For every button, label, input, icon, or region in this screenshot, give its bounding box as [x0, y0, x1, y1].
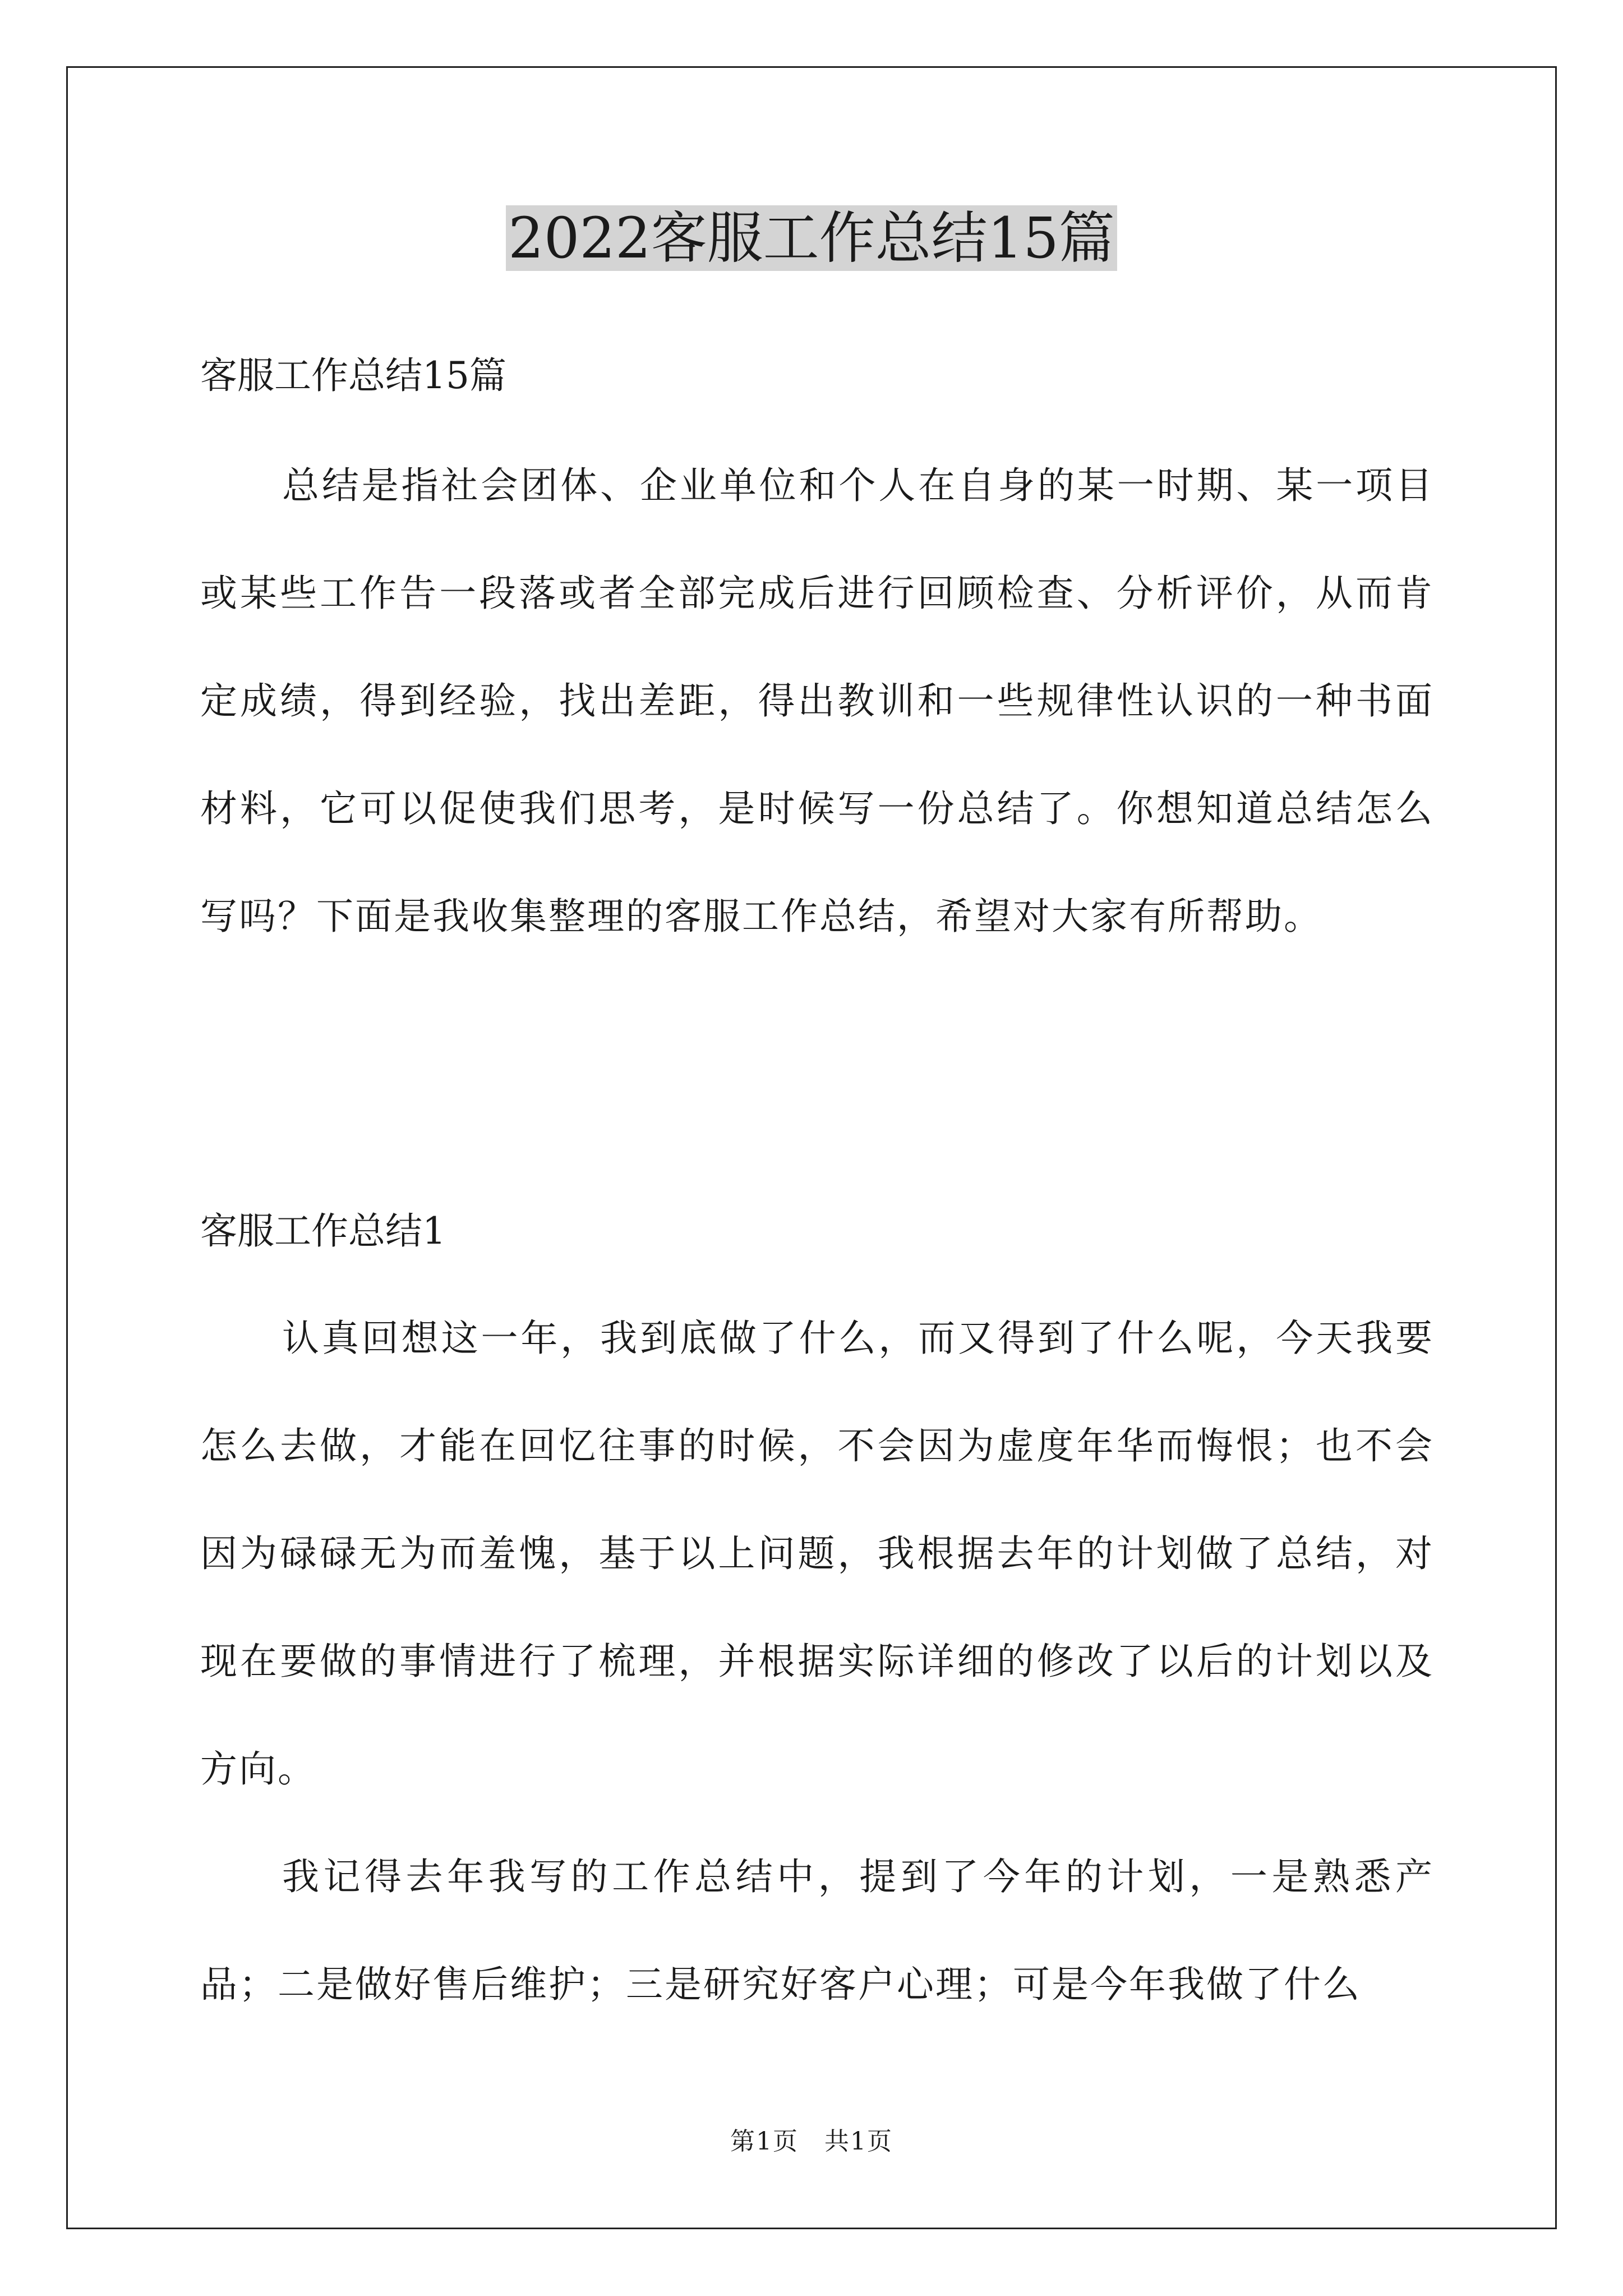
section-paragraph: 我记得去年我写的工作总结中，提到了今年的计划，一是熟悉产品；二是做好售后维护；三是研究好客户心理；可是今年我做了什么: [200, 1855, 1434, 2006]
intro-paragraph: 总结是指社会团体、企业单位和个人在自身的某一时期、某一项目或某些工作告一段落或者全部完成后进行回顾检查、分析评价，从而肯定成绩，得到经验，找出差距，得出教训和一些规律性认识的一种书面材料，它可以促使我们思考，是时候写一份总结了。你想知道总结怎么写吗？下面是我收集整理的客服工作总结，希望对大家有所帮助。: [200, 464, 1434, 938]
section-heading: 客服工作总结1: [200, 1209, 446, 1253]
document-subtitle: 客服工作总结15篇: [200, 354, 506, 397]
page-number: 第1页 共1页: [730, 2127, 893, 2156]
section-paragraph: 认真回想这一年，我到底做了什么，而又得到了什么呢，今天我要怎么去做，才能在回忆往事的时候，不会因为虚度年华而悔恨；也不会因为碌碌无为而羞愧，基于以上问题，我根据去年的计划做了总结，对现在要做的事情进行了梳理，并根据实际详细的修改了以后的计划以及方向。: [200, 1317, 1434, 1791]
document-title-text: 2022客服工作总结15篇: [506, 205, 1117, 271]
document-title: [0, 199, 1623, 278]
